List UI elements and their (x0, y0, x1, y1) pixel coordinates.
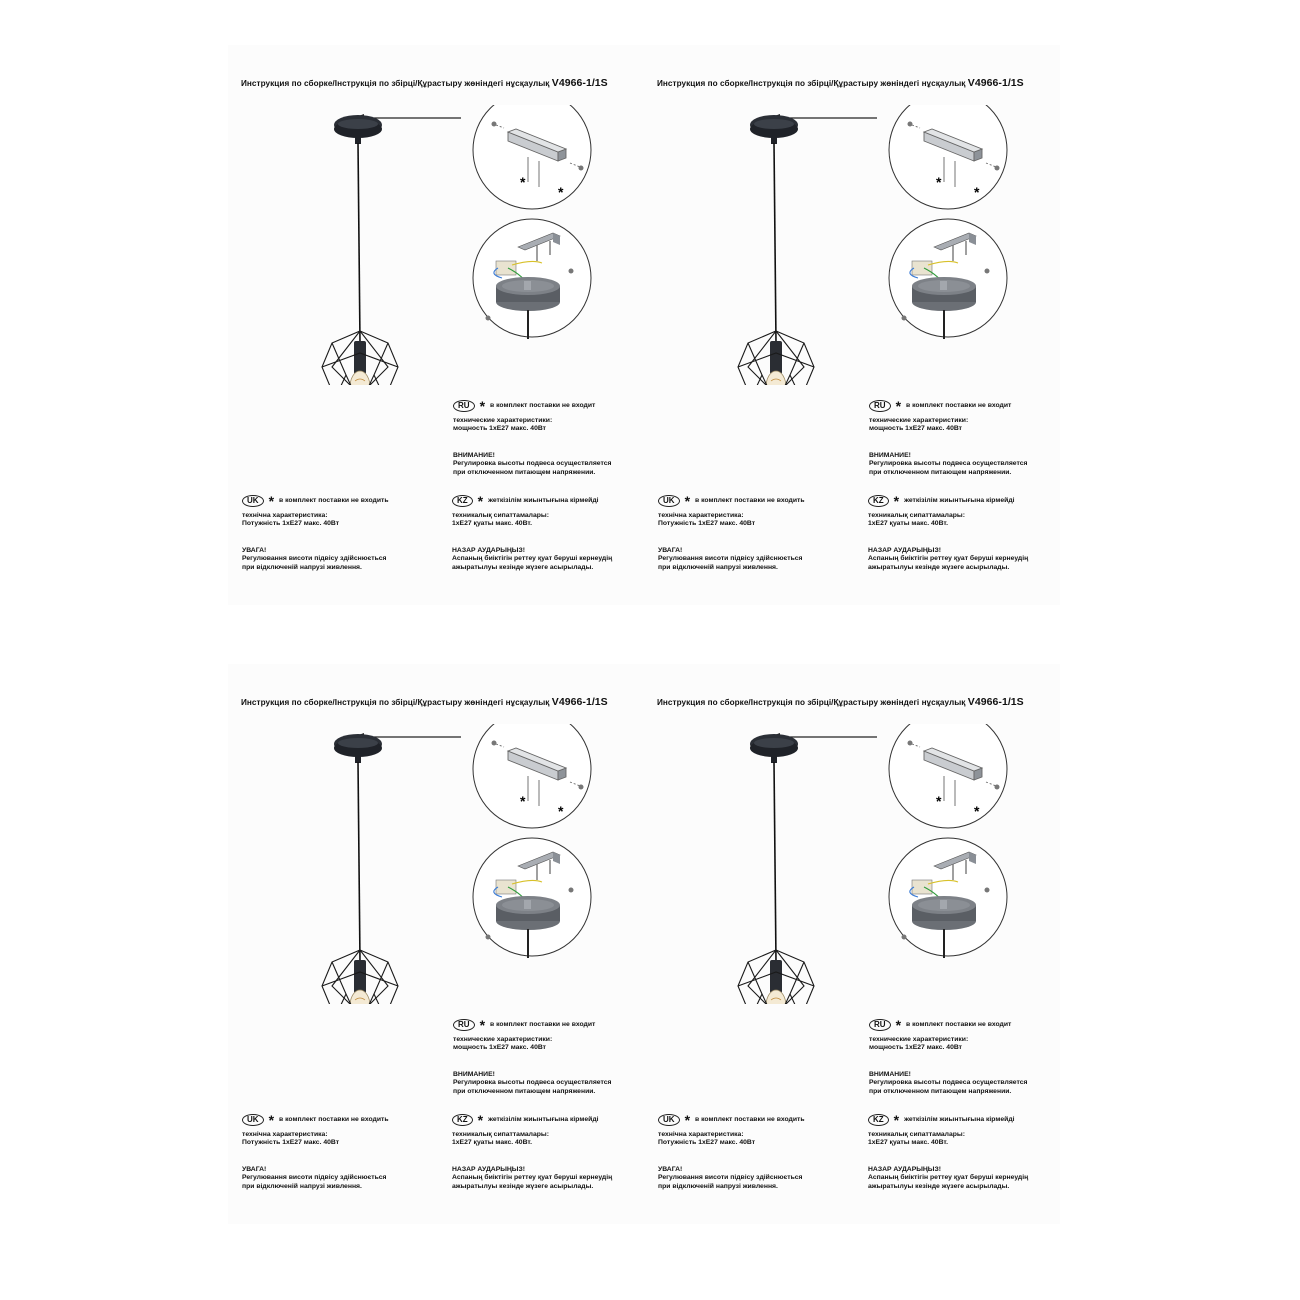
uk-warn-1: Регулювання висоти підвісу здійснюється (658, 1174, 803, 1182)
ru-note: в комплект поставки не входит (490, 401, 596, 409)
sheet-title (657, 696, 1024, 708)
kz-badge: KZ (868, 1114, 889, 1126)
kz-specs-head: техникалық сипаттамалары: (452, 1131, 549, 1138)
assembly-illustration (644, 105, 1060, 385)
uk-warn-2: при відключеній напрузі живлення. (658, 1182, 778, 1190)
uk-warn-2: при відключеній напрузі живлення. (242, 1182, 362, 1190)
ru-note: в комплект поставки не входит (490, 1020, 596, 1028)
ru-warn-head: ВНИМАНИЕ! (869, 451, 911, 459)
asterisk-icon: * (684, 1112, 691, 1128)
kz-badge: KZ (868, 495, 889, 507)
uk-badge: UK (658, 1114, 680, 1126)
kz-block (452, 1114, 612, 1191)
kz-warn-2: ажыратылуы кезінде жүзеге асырылады. (452, 1182, 594, 1190)
instruction-sheet (228, 664, 644, 1224)
uk-specs-head: технічна характеристика: (658, 1131, 744, 1138)
assembly-illustration (228, 105, 644, 385)
kz-specs: 1xE27 қуаты макс. 40Вт. (452, 520, 533, 528)
ru-warn-head: ВНИМАНИЕ! (453, 451, 495, 459)
kz-specs: 1xE27 қуаты макс. 40Вт. (868, 1139, 949, 1147)
instruction-sheet (644, 664, 1060, 1224)
kz-warn-1: Аспаның биіктігін реттеу қуат беруші кернеудің (868, 555, 1029, 563)
instruction-sheet (228, 45, 644, 605)
asterisk-icon: * (895, 1017, 902, 1033)
uk-specs-head: технічна характеристика: (242, 512, 328, 519)
uk-warn-head: УВАГА! (658, 546, 683, 554)
kz-warn-2: ажыратылуы кезінде жүзеге асырылады. (868, 1182, 1010, 1190)
model-code: V4966-1/1S (967, 77, 1024, 89)
kz-specs-head: техникалық сипаттамалары: (868, 1131, 965, 1138)
kz-note: жеткізілім жиынтығына кірмейді (488, 1115, 599, 1123)
ru-block (453, 1019, 611, 1096)
instruction-sheet (644, 45, 1060, 605)
ru-block (453, 400, 611, 477)
title-text: Инструкция по сборке/Інструкція по збірці/Құрастыру жөніндегі нұсқаулық (657, 79, 966, 88)
uk-block (658, 1114, 805, 1191)
title-text: Инструкция по сборке/Інструкція по збірці/Құрастыру жөніндегі нұсқаулық (241, 79, 550, 88)
ru-badge: RU (453, 1019, 475, 1031)
ru-warn-2: при отключенном питающем напряжении. (453, 468, 596, 476)
assembly-illustration (228, 724, 644, 1004)
uk-warn-head: УВАГА! (242, 546, 267, 554)
model-code: V4966-1/1S (551, 77, 608, 89)
uk-note: в комплект поставки не входить (695, 1115, 805, 1123)
asterisk-mark: * (520, 174, 526, 190)
kz-block (452, 495, 612, 572)
uk-warn-2: при відключеній напрузі живлення. (242, 563, 362, 571)
ru-warn-1: Регулировка высоты подвеса осуществляется (869, 460, 1028, 468)
uk-warn-head: УВАГА! (242, 1165, 267, 1173)
asterisk-icon: * (268, 493, 275, 509)
kz-block (868, 1114, 1028, 1191)
assembly-illustration (644, 724, 1060, 1004)
asterisk-icon: * (893, 1112, 900, 1128)
asterisk-icon: * (479, 398, 486, 414)
uk-warn-1: Регулювання висоти підвісу здійснюється (242, 555, 387, 563)
asterisk-icon: * (684, 493, 691, 509)
ru-specs: мощность 1xE27 макс. 40Вт (453, 425, 547, 433)
uk-specs-head: технічна характеристика: (658, 512, 744, 519)
title-text: Инструкция по сборке/Інструкція по збірці/Құрастыру жөніндегі нұсқаулық (657, 698, 966, 707)
ru-specs: мощность 1xE27 макс. 40Вт (869, 1044, 963, 1052)
asterisk-icon: * (479, 1017, 486, 1033)
ru-specs-head: технические характеристики: (869, 1036, 969, 1043)
ru-warn-2: при отключенном питающем напряжении. (869, 468, 1012, 476)
uk-warn-2: при відключеній напрузі живлення. (658, 563, 778, 571)
kz-warn-1: Аспаның биіктігін реттеу қуат беруші кернеудің (452, 555, 613, 563)
kz-warn-head: НАЗАР АУДАРЫҢЫЗ! (452, 1165, 525, 1173)
ru-badge: RU (869, 1019, 891, 1031)
ru-note: в комплект поставки не входит (906, 1020, 1012, 1028)
asterisk-mark: * (558, 803, 564, 819)
sheet-title (241, 77, 608, 89)
ru-badge: RU (453, 400, 475, 412)
kz-warn-head: НАЗАР АУДАРЫҢЫЗ! (868, 1165, 941, 1173)
uk-badge: UK (658, 495, 680, 507)
ru-specs-head: технические характеристики: (453, 1036, 553, 1043)
ru-block (869, 400, 1027, 477)
uk-warn-1: Регулювання висоти підвісу здійснюється (658, 555, 803, 563)
kz-note: жеткізілім жиынтығына кірмейді (904, 1115, 1015, 1123)
uk-specs: Потужність 1xE27 макс. 40Вт (658, 1139, 756, 1147)
asterisk-mark: * (558, 184, 564, 200)
ru-block (869, 1019, 1027, 1096)
model-code: V4966-1/1S (551, 696, 608, 708)
ru-specs: мощность 1xE27 макс. 40Вт (869, 425, 963, 433)
asterisk-mark: * (936, 793, 942, 809)
ru-warn-head: ВНИМАНИЕ! (869, 1070, 911, 1078)
asterisk-icon: * (268, 1112, 275, 1128)
asterisk-icon: * (893, 493, 900, 509)
asterisk-icon: * (477, 1112, 484, 1128)
kz-block (868, 495, 1028, 572)
uk-block (242, 1114, 389, 1191)
ru-note: в комплект поставки не входит (906, 401, 1012, 409)
ru-specs-head: технические характеристики: (453, 417, 553, 424)
kz-badge: KZ (452, 495, 473, 507)
asterisk-icon: * (477, 493, 484, 509)
ru-warn-head: ВНИМАНИЕ! (453, 1070, 495, 1078)
kz-specs-head: техникалық сипаттамалары: (452, 512, 549, 519)
asterisk-mark: * (520, 793, 526, 809)
uk-block (242, 495, 389, 572)
uk-badge: UK (242, 495, 264, 507)
ru-warn-1: Регулировка высоты подвеса осуществляется (453, 1079, 612, 1087)
kz-warn-2: ажыратылуы кезінде жүзеге асырылады. (868, 563, 1010, 571)
kz-note: жеткізілім жиынтығына кірмейді (488, 496, 599, 504)
ru-warn-2: при отключенном питающем напряжении. (869, 1087, 1012, 1095)
kz-specs-head: техникалық сипаттамалары: (868, 512, 965, 519)
uk-specs: Потужність 1xE27 макс. 40Вт (242, 1139, 340, 1147)
ru-badge: RU (869, 400, 891, 412)
sheet-title (657, 77, 1024, 89)
ru-warn-1: Регулировка высоты подвеса осуществляется (869, 1079, 1028, 1087)
uk-warn-head: УВАГА! (658, 1165, 683, 1173)
uk-block (658, 495, 805, 572)
kz-warn-head: НАЗАР АУДАРЫҢЫЗ! (868, 546, 941, 554)
asterisk-mark: * (974, 184, 980, 200)
kz-note: жеткізілім жиынтығына кірмейді (904, 496, 1015, 504)
uk-warn-1: Регулювання висоти підвісу здійснюється (242, 1174, 387, 1182)
uk-specs: Потужність 1xE27 макс. 40Вт (242, 520, 340, 528)
title-text: Инструкция по сборке/Інструкція по збірці/Құрастыру жөніндегі нұсқаулық (241, 698, 550, 707)
uk-note: в комплект поставки не входить (279, 496, 389, 504)
asterisk-mark: * (974, 803, 980, 819)
uk-badge: UK (242, 1114, 264, 1126)
uk-specs-head: технічна характеристика: (242, 1131, 328, 1138)
kz-warn-1: Аспаның биіктігін реттеу қуат беруші кернеудің (868, 1174, 1029, 1182)
kz-specs: 1xE27 қуаты макс. 40Вт. (868, 520, 949, 528)
kz-badge: KZ (452, 1114, 473, 1126)
kz-warn-head: НАЗАР АУДАРЫҢЫЗ! (452, 546, 525, 554)
ru-warn-1: Регулировка высоты подвеса осуществляется (453, 460, 612, 468)
kz-warn-1: Аспаның биіктігін реттеу қуат беруші кернеудің (452, 1174, 613, 1182)
kz-specs: 1xE27 қуаты макс. 40Вт. (452, 1139, 533, 1147)
ru-specs: мощность 1xE27 макс. 40Вт (453, 1044, 547, 1052)
sheet-title (241, 696, 608, 708)
kz-warn-2: ажыратылуы кезінде жүзеге асырылады. (452, 563, 594, 571)
asterisk-mark: * (936, 174, 942, 190)
uk-note: в комплект поставки не входить (279, 1115, 389, 1123)
model-code: V4966-1/1S (967, 696, 1024, 708)
uk-specs: Потужність 1xE27 макс. 40Вт (658, 520, 756, 528)
ru-warn-2: при отключенном питающем напряжении. (453, 1087, 596, 1095)
asterisk-icon: * (895, 398, 902, 414)
uk-note: в комплект поставки не входить (695, 496, 805, 504)
ru-specs-head: технические характеристики: (869, 417, 969, 424)
